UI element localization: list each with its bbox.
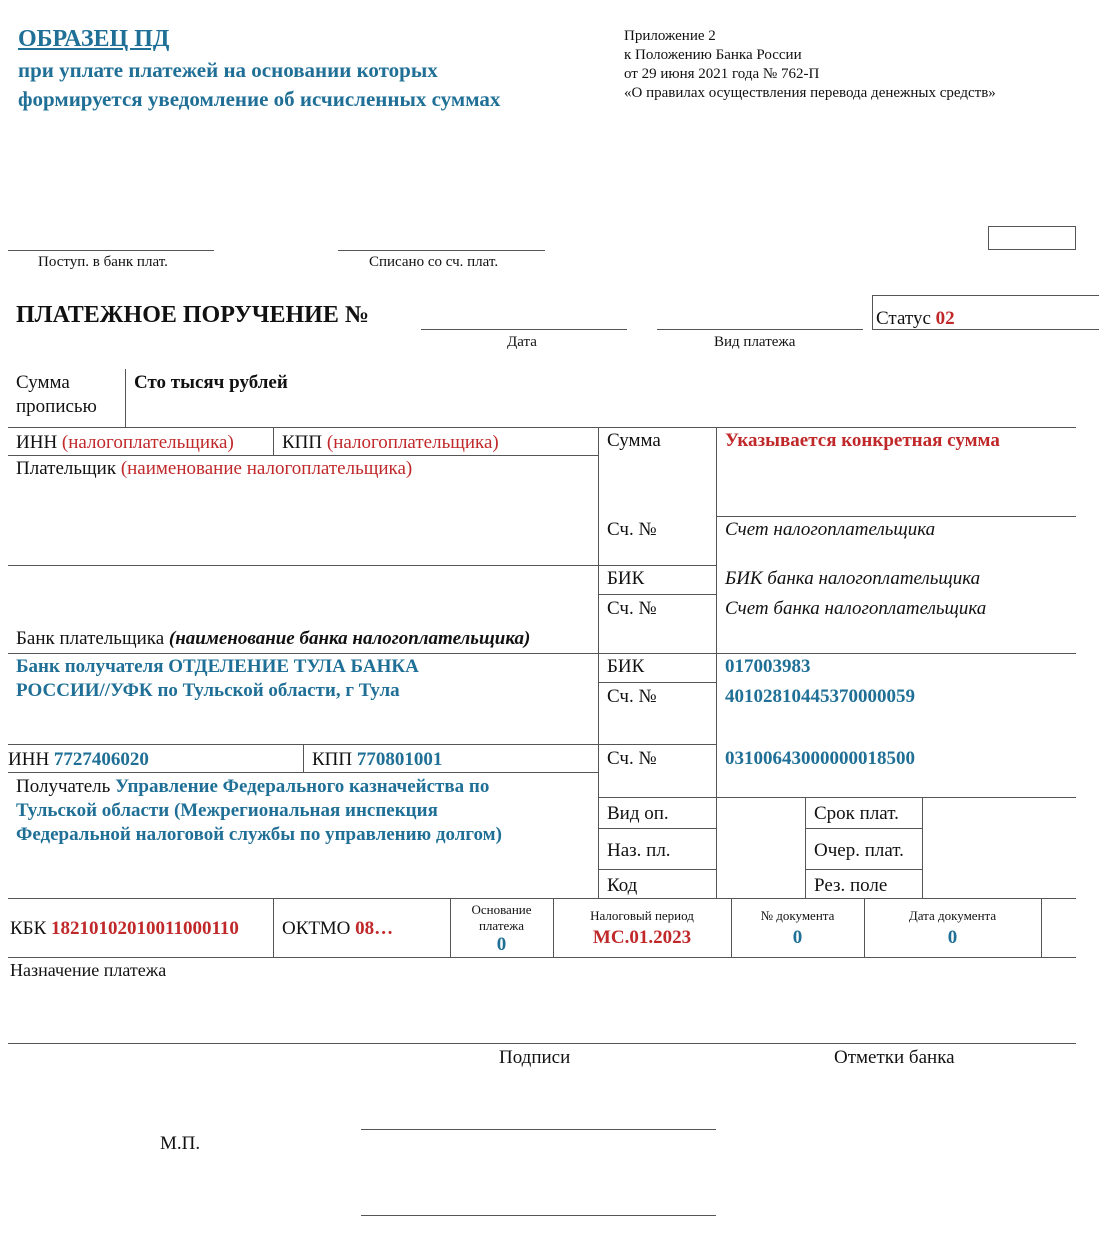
status-value: 02 (935, 308, 955, 329)
payer-bank-bik-value[interactable]: БИК банка налогоплательщика (725, 568, 981, 589)
basis-value[interactable]: 0 (496, 934, 507, 955)
payer-inn-label: ИНН (16, 432, 58, 453)
grid-line (716, 797, 717, 898)
amount-words-label-1: Сумма (16, 372, 70, 393)
signature-line-1[interactable] (361, 1129, 716, 1130)
sum-label: Сумма (607, 430, 661, 451)
payer-kpp-field[interactable] (282, 432, 499, 454)
recipient-name-field[interactable] (16, 776, 489, 798)
doc-number-value[interactable]: 0 (792, 927, 803, 948)
date-label: Дата (507, 334, 537, 350)
signature-line-2[interactable] (361, 1215, 716, 1216)
payment-type-label: Вид платежа (714, 334, 796, 350)
recipient-bank-line-1[interactable]: Банк получателя ОТДЕЛЕНИЕ ТУЛА БАНКА (16, 656, 419, 677)
basis-label-1: Основание (471, 902, 532, 917)
grid-line (598, 869, 716, 870)
grid-line (8, 427, 1076, 428)
tax-period-value[interactable]: МС.01.2023 (592, 927, 692, 948)
payer-name-label: Плательщик (16, 458, 117, 479)
recipient-inn-label: ИНН (8, 749, 50, 770)
grid-line (716, 516, 1076, 517)
basis-label-2: платежа (478, 918, 525, 933)
annex-line-2: к Положению Банка России (624, 47, 802, 63)
payer-bank-account-value[interactable]: Счет банка налогоплательщика (725, 598, 987, 619)
kbk-value: 18210102010011000110 (51, 918, 239, 939)
recipient-name-line-2: Тульской области (Межрегиональная инспекция (16, 800, 438, 821)
form-code-box[interactable] (988, 226, 1076, 250)
grid-line (716, 427, 717, 517)
grid-line (805, 869, 922, 870)
written-off-label: Списано со сч. плат. (369, 254, 499, 270)
recipient-name-label: Получатель (16, 776, 111, 797)
payer-kpp-label: КПП (282, 432, 323, 453)
grid-line (8, 1043, 1076, 1044)
oktmo-value: 08… (355, 918, 394, 939)
grid-line (8, 898, 1076, 899)
grid-line (598, 797, 1076, 798)
recipient-name-line-3: Федеральной налоговой службы по управлению долгом) (16, 824, 502, 845)
payer-bank-label: Банк плательщика (16, 628, 165, 649)
recipient-inn-field[interactable] (8, 749, 149, 771)
payer-bank-bik-label: БИК (607, 568, 645, 589)
grid-line (598, 565, 716, 566)
subtitle-line-1: при уплате платежей на основании которых (18, 58, 438, 82)
grid-line (8, 772, 598, 773)
order-priority-label: Очер. плат. (814, 840, 904, 861)
amount-words-value[interactable]: Сто тысяч рублей (134, 372, 288, 393)
amount-words-label-2: прописью (16, 396, 97, 417)
grid-line (273, 427, 274, 455)
payer-bank-value: (наименование банка налогоплательщика) (168, 628, 531, 649)
recipient-account-label: Сч. № (607, 748, 657, 769)
signatures-label: Подписи (499, 1047, 571, 1068)
bank-marks-label: Отметки банка (834, 1047, 955, 1068)
grid-line (303, 744, 304, 772)
received-label: Поступ. в банк плат. (38, 254, 168, 270)
recipient-bank-bik-label: БИК (607, 656, 645, 677)
grid-line (716, 744, 717, 798)
purpose-label: Назначение платежа (10, 960, 167, 980)
annex-line-1: Приложение 2 (624, 28, 716, 44)
grid-line (598, 828, 716, 829)
amount-words-divider (125, 369, 126, 427)
annex-line-4: «О правилах осуществления перевода денежных средств» (624, 85, 996, 101)
payer-bank-field[interactable] (16, 628, 530, 650)
stamp-label: М.П. (160, 1133, 201, 1154)
grid-line (8, 455, 598, 456)
order-title: ПЛАТЕЖНОЕ ПОРУЧЕНИЕ № (16, 302, 369, 328)
grid-line (805, 828, 922, 829)
recipient-kpp-label: КПП (312, 749, 353, 770)
status-field (876, 308, 955, 330)
payer-account-value[interactable]: Счет налогоплательщика (725, 519, 936, 540)
recipient-inn-value: 7727406020 (53, 749, 149, 770)
reserve-field-label: Рез. поле (814, 875, 888, 896)
received-date-line (8, 250, 214, 251)
recipient-kpp-field[interactable] (312, 749, 442, 771)
grid-line (598, 682, 716, 683)
purpose-code-label: Наз. пл. (607, 840, 671, 861)
grid-line (716, 653, 717, 744)
payer-name-field[interactable] (16, 458, 412, 480)
payment-type-line[interactable] (657, 329, 863, 330)
document-title: ОБРАЗЕЦ ПД (18, 26, 170, 52)
payer-bank-account-label: Сч. № (607, 598, 657, 619)
grid-line (8, 653, 1076, 654)
recipient-name-line-1: Управление Федерального казначейства по (115, 776, 490, 797)
kbk-field[interactable] (10, 918, 239, 940)
grid-line (1041, 898, 1042, 957)
recipient-kpp-value: 770801001 (356, 749, 443, 770)
purpose-input-area[interactable] (8, 984, 1076, 1040)
oktmo-field[interactable] (282, 918, 393, 940)
date-line[interactable] (421, 329, 627, 330)
sum-value[interactable]: Указывается конкретная сумма (725, 430, 1000, 451)
grid-line (273, 898, 274, 957)
grid-line (716, 516, 717, 653)
grid-line (8, 565, 598, 566)
kbk-label: КБК (10, 918, 47, 939)
op-type-label: Вид оп. (607, 803, 669, 824)
doc-date-value[interactable]: 0 (947, 927, 958, 948)
recipient-account-value[interactable]: 03100643000000018500 (725, 748, 915, 769)
doc-number-label: № документа (760, 908, 835, 923)
annex-line-3: от 29 июня 2021 года № 762-П (624, 66, 820, 82)
pay-due-label: Срок плат. (814, 803, 899, 824)
payer-account-label: Сч. № (607, 519, 657, 540)
status-label: Статус (876, 308, 931, 329)
payer-name-value: (наименование налогоплательщика) (120, 458, 413, 479)
grid-line (8, 744, 716, 745)
code-label: Код (607, 875, 638, 896)
doc-date-label: Дата документа (908, 908, 997, 923)
payer-kpp-value: (налогоплательщика) (326, 432, 499, 453)
recipient-bank-account-value[interactable]: 40102810445370000059 (725, 686, 915, 707)
oktmo-label: ОКТМО (282, 918, 351, 939)
subtitle-line-2: формируется уведомление об исчисленных суммах (18, 87, 501, 111)
grid-line (805, 797, 806, 898)
written-off-date-line (338, 250, 545, 251)
tax-period-label: Налоговый период (590, 908, 694, 923)
payer-inn-value: (налогоплательщика) (61, 432, 234, 453)
grid-line (8, 957, 1076, 958)
recipient-bank-line-2[interactable]: РОССИИ//УФК по Тульской области, г Тула (16, 680, 400, 701)
recipient-bank-account-label: Сч. № (607, 686, 657, 707)
grid-line (598, 594, 716, 595)
grid-line (922, 797, 923, 898)
payer-inn-field[interactable] (16, 432, 234, 454)
recipient-bank-bik-value[interactable]: 017003983 (725, 656, 811, 677)
